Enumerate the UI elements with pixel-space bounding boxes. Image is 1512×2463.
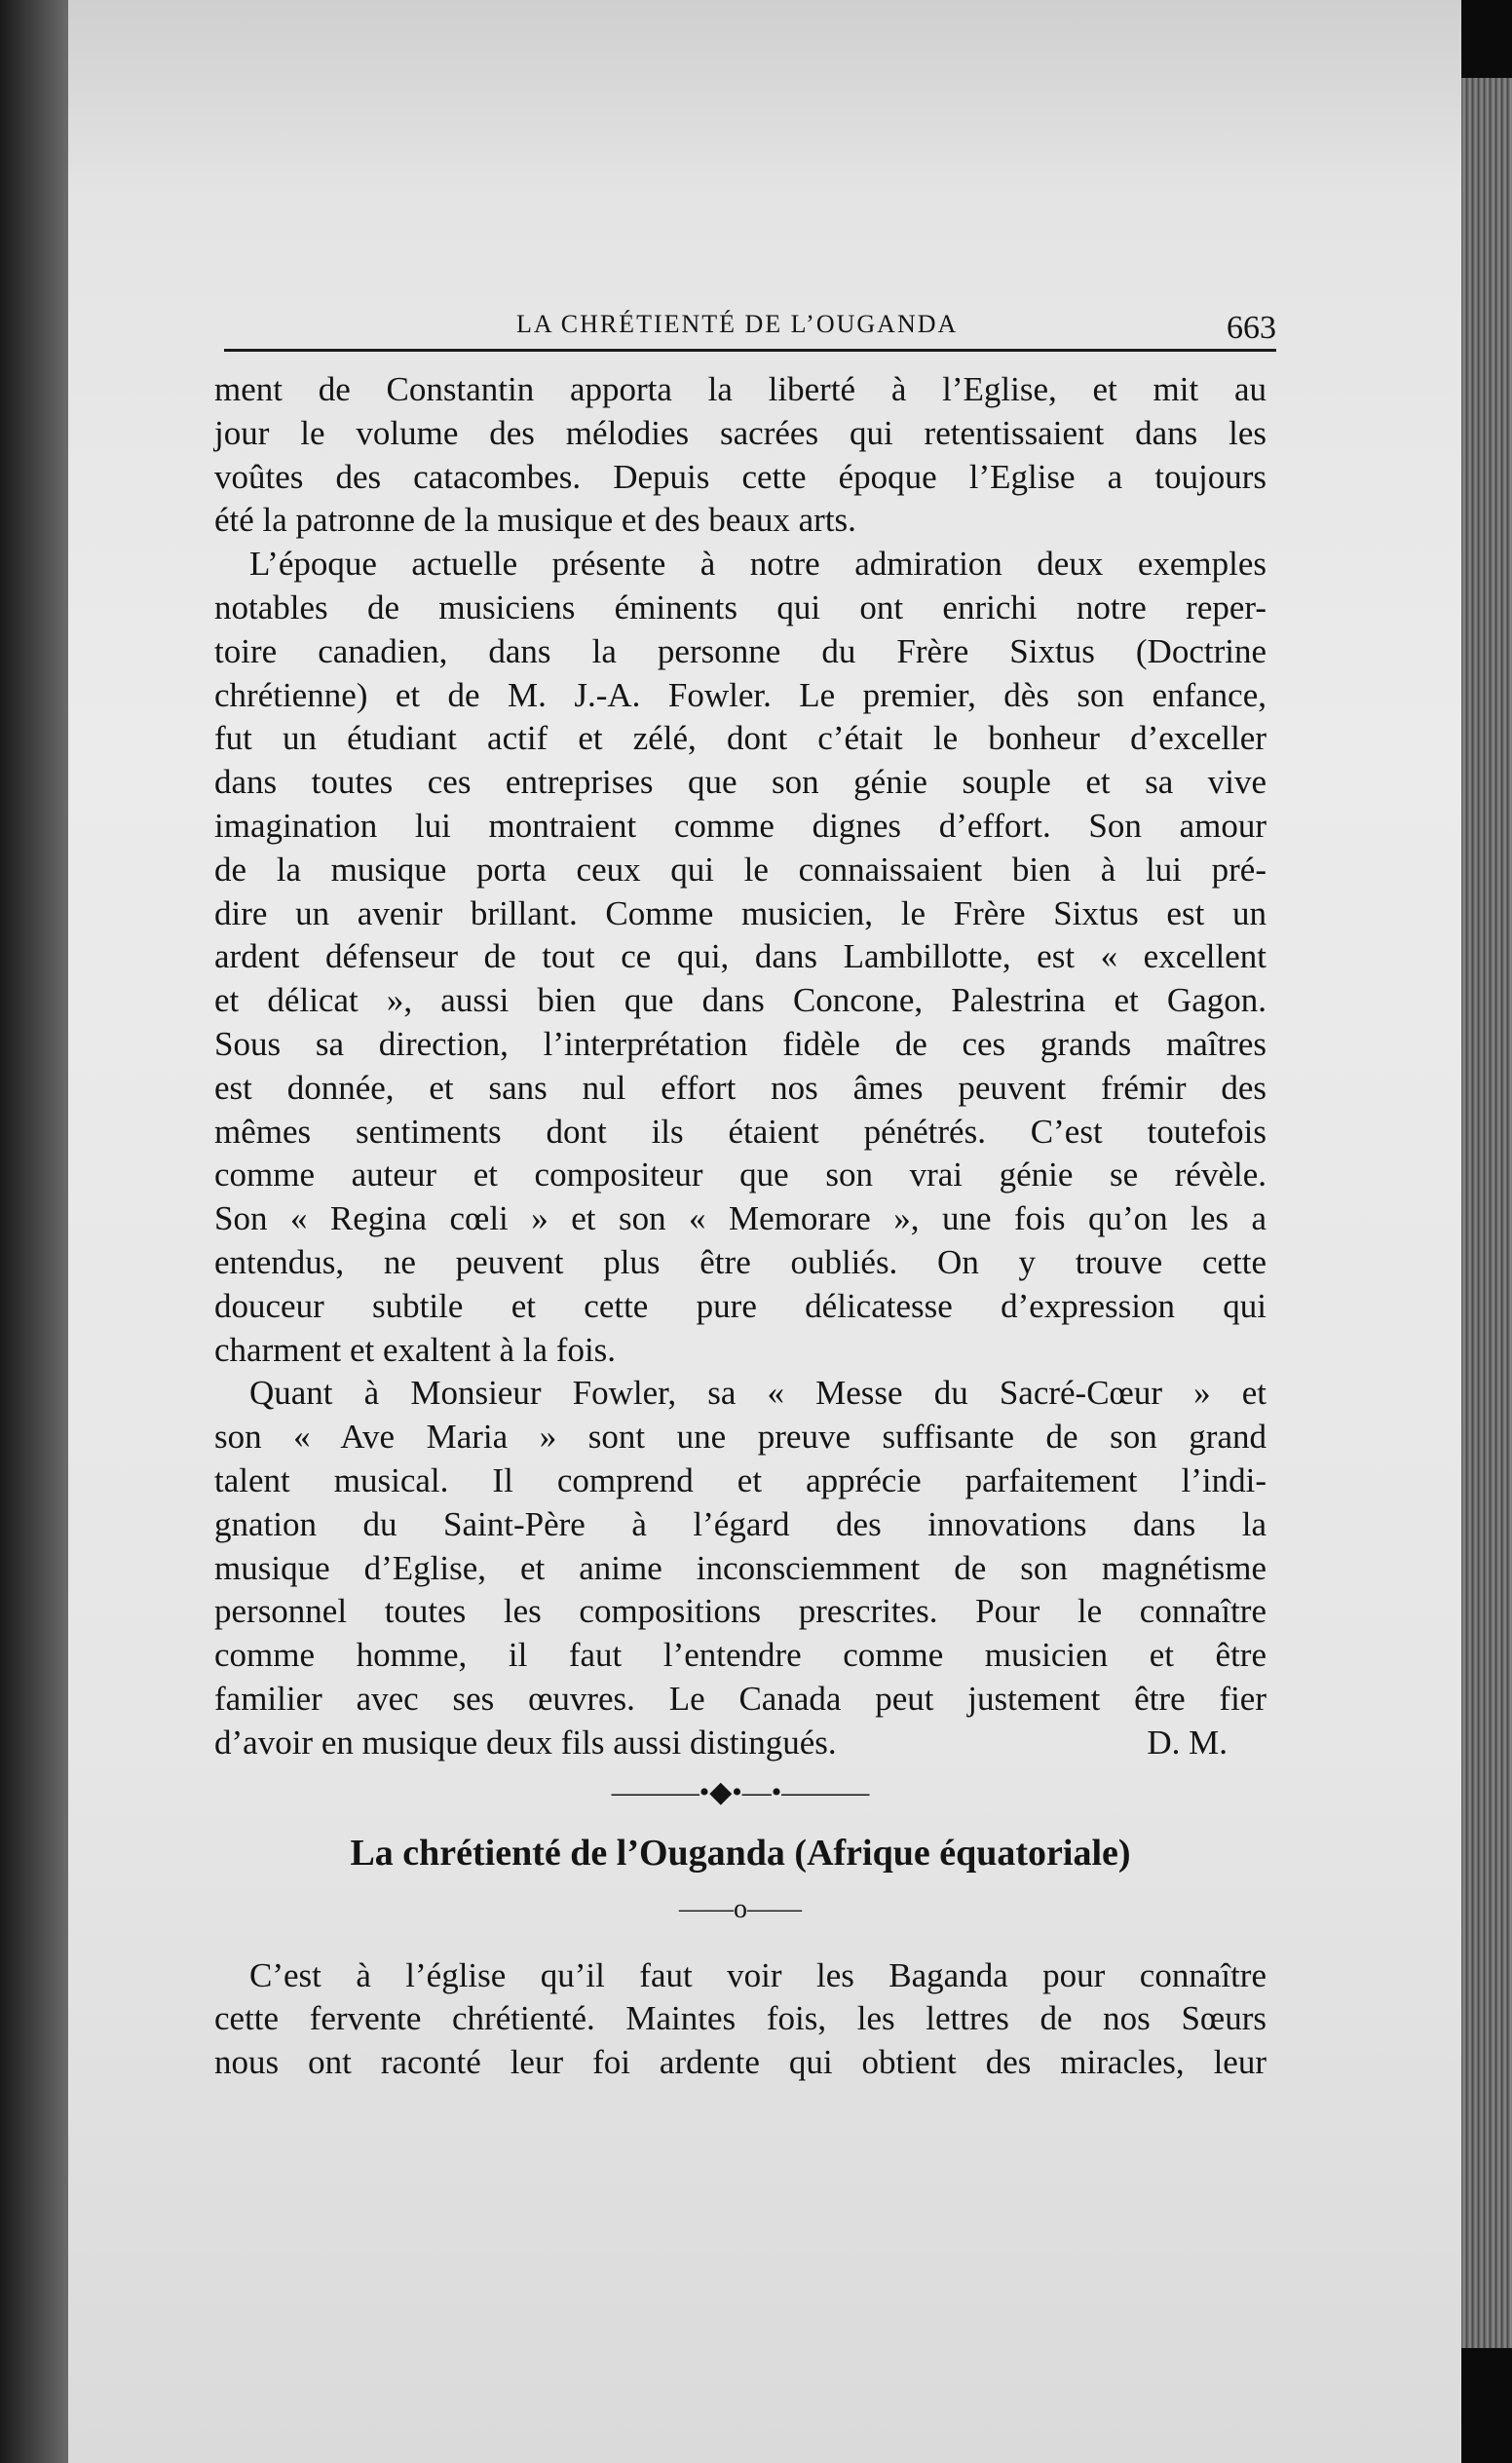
text-line: Sous sa direction, l’interprétation fidèle de ces grands maîtres (214, 1024, 1266, 1063)
text-line: de la musique porta ceux qui le connaissaient bien à lui pré- (214, 850, 1266, 889)
text-line: entendus, ne peuvent plus être oubliés. On y trouve cette (214, 1242, 1266, 1281)
text-line: Quant à Monsieur Fowler, sa « Messe du Sacré-Cœur » et (249, 1374, 1266, 1413)
text-line: été la patronne de la musique et des beaux arts. (214, 501, 856, 540)
book-page (68, 0, 1461, 2463)
text-line: fut un étudiant actif et zélé, dont c’était le bonheur d’exceller (214, 719, 1266, 758)
text-line: musique d’Eglise, et anime inconsciemment de son magnétisme (214, 1548, 1266, 1587)
text-line: notables de musiciens éminents qui ont enrichi notre reper- (214, 587, 1266, 626)
text-line: cette fervente chrétienté. Maintes fois, les lettres de nos Sœurs (214, 1999, 1266, 2038)
page-body (214, 368, 1266, 2085)
text-line: d’avoir en musique deux fils aussi distingués. (214, 1723, 837, 1762)
paragraph-3 (214, 1372, 1266, 1764)
text-line: gnation du Saint-Père à l’égard des innovations dans la (214, 1504, 1266, 1543)
paragraph-2 (214, 543, 1266, 1372)
text-line: chrétienne) et de M. J.-A. Fowler. Le premier, dès son enfance, (214, 675, 1266, 714)
text-line: dans toutes ces entreprises que son génie souple et sa vive (214, 763, 1266, 802)
text-line: imagination lui montraient comme dignes d’effort. Son amour (214, 806, 1266, 845)
text-line: son « Ave Maria » sont une preuve suffisante de son grand (214, 1418, 1266, 1457)
section-paragraph (214, 1954, 1266, 2085)
closing-line (214, 1722, 1266, 1765)
ornament-divider: ———•◆•—•——— (611, 1775, 870, 1808)
text-line: familier avec ses œuvres. Le Canada peut justement être fier (214, 1679, 1266, 1718)
text-line: douceur subtile et cette pure délicatesse d’expression qui (214, 1286, 1266, 1325)
paragraph-1 (214, 368, 1266, 543)
previous-page-edge (0, 0, 68, 2463)
page-number: 663 (1227, 310, 1276, 346)
text-line: comme auteur et compositeur que son vrai génie se révèle. (214, 1156, 1266, 1194)
header-rule (224, 349, 1276, 352)
text-line: est donnée, et sans nul effort nos âmes peuvent frémir des (214, 1068, 1266, 1107)
running-header (224, 310, 1276, 349)
text-line: comme homme, il faut l’entendre comme musicien et être (214, 1636, 1266, 1675)
signature: D. M. (1147, 1723, 1228, 1762)
text-line: mêmes sentiments dont ils étaient pénétrés. C’est toutefois (214, 1112, 1266, 1151)
text-line: personnel toutes les compositions prescrites. Pour le connaître (214, 1592, 1266, 1631)
text-line: voûtes des catacombes. Depuis cette époque l’Eglise a toujours (214, 457, 1266, 496)
text-line: jour le volume des mélodies sacrées qui retentissaient dans les (214, 413, 1266, 452)
text-line: nous ont raconté leur foi ardente qui obtient des miracles, leur (214, 2043, 1266, 2082)
text-line: talent musical. Il comprend et apprécie parfaitement l’indi- (214, 1460, 1266, 1499)
ornament-divider-small: ——o—— (679, 1893, 802, 1924)
text-line: charment et exaltent à la fois. (214, 1330, 617, 1369)
text-line: Son « Regina cœli » et son « Memorare », une fois qu’on les a (214, 1199, 1266, 1238)
text-line: toire canadien, dans la personne du Frère Sixtus (Doctrine (214, 631, 1266, 670)
text-line: dire un avenir brillant. Comme musicien, le Frère Sixtus est un (214, 893, 1266, 932)
text-line: L’époque actuelle présente à notre admiration deux exemples (249, 545, 1266, 584)
text-line: ardent défenseur de tout ce qui, dans Lambillotte, est « excellent (214, 937, 1266, 976)
running-title: LA CHRÉTIENTÉ DE L’OUGANDA (516, 310, 959, 338)
text-line: ment de Constantin apporta la liberté à l’Eglise, et mit au (214, 370, 1266, 408)
text-line: C’est à l’église qu’il faut voir les Baganda pour connaître (249, 1955, 1266, 1994)
text-line: et délicat », aussi bien que dans Concone, Palestrina et Gagon. (214, 981, 1266, 1020)
section-title: La chrétienté de l’Ouganda (Afrique équatoriale) (350, 1832, 1131, 1874)
